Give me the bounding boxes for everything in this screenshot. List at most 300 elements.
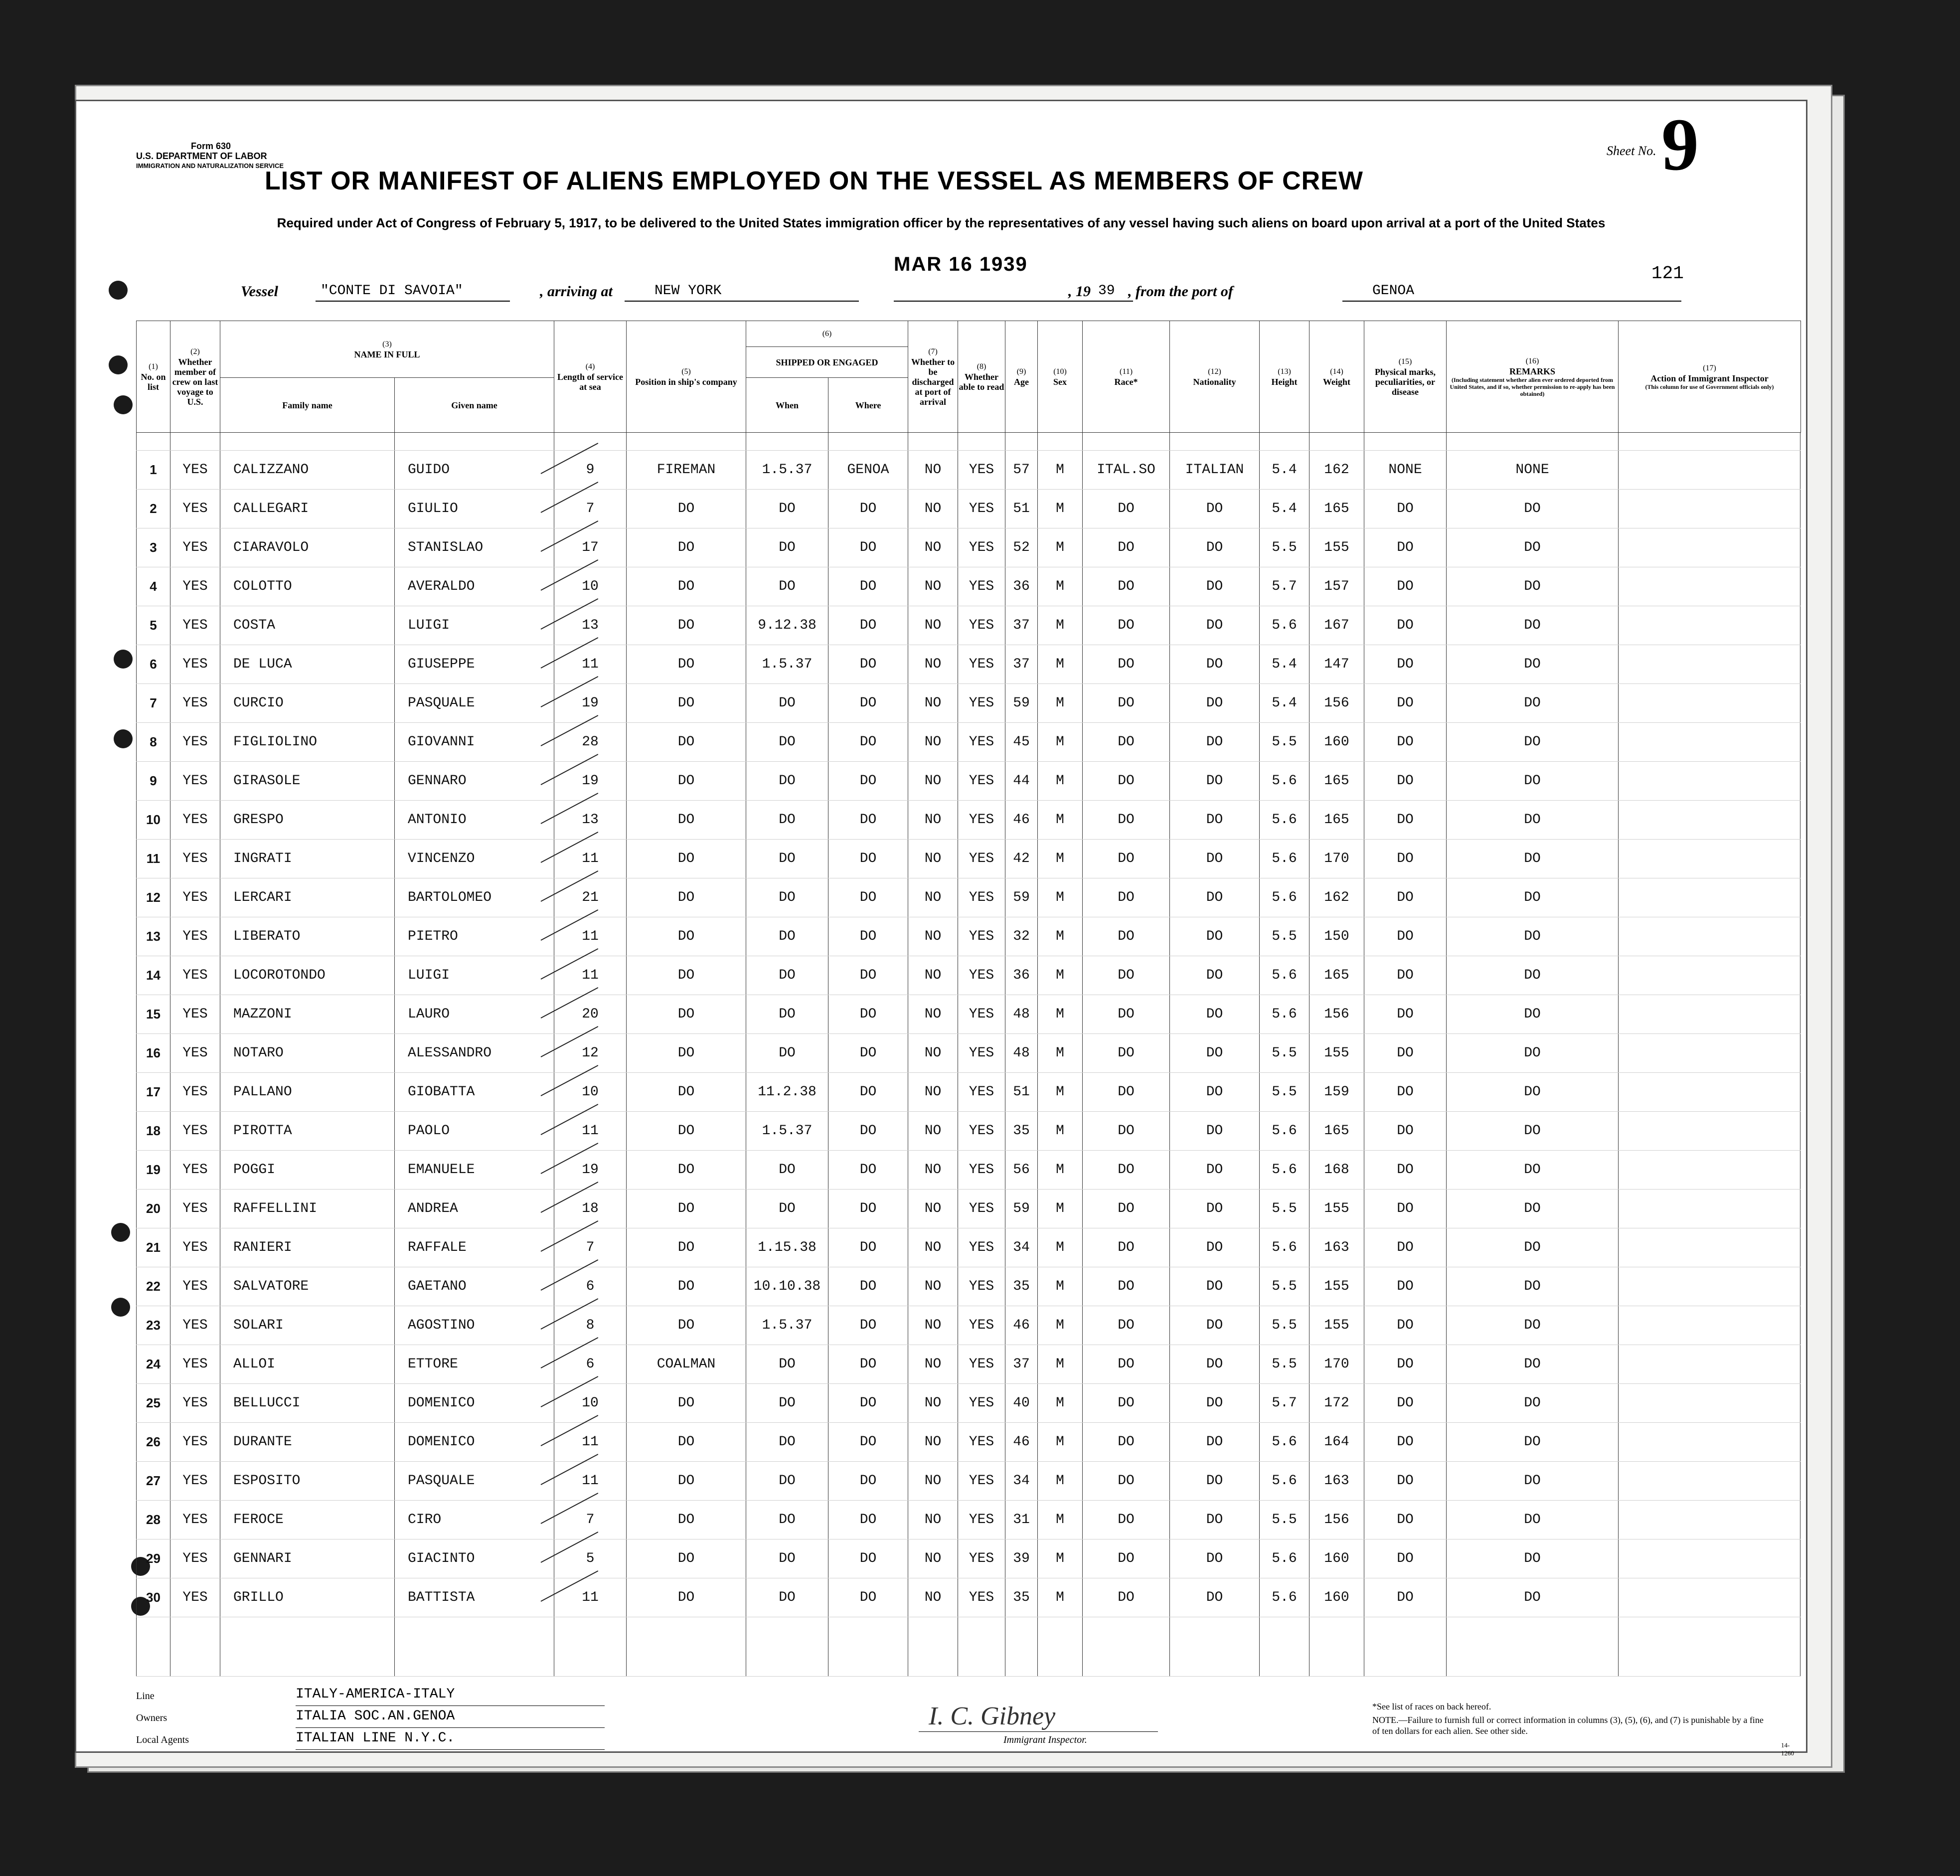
- shipped-where-cell: GENOA: [828, 451, 908, 490]
- remarks-cell: DO: [1447, 956, 1619, 995]
- physical-marks-cell: DO: [1364, 1539, 1447, 1578]
- given-name-cell: GIUSEPPE: [395, 645, 554, 684]
- arriving-label: , arriving at: [540, 283, 613, 300]
- nationality-cell: DO: [1170, 1306, 1260, 1345]
- weight-cell: 163: [1309, 1228, 1364, 1267]
- family-name-cell: GRESPO: [220, 801, 395, 840]
- weight-cell: 167: [1309, 606, 1364, 645]
- service-length-cell: 19: [554, 762, 627, 801]
- manifest-title: LIST OR MANIFEST OF ALIENS EMPLOYED ON THE VESSEL AS MEMBERS OF CREW: [265, 167, 1363, 195]
- inspector-label: Immigrant Inspector.: [1003, 1734, 1087, 1745]
- discharged-cell: NO: [908, 956, 958, 995]
- service-length-cell: 7: [554, 490, 627, 528]
- discharged-cell: NO: [908, 1151, 958, 1190]
- service-length-cell: 19: [554, 684, 627, 723]
- age-cell: 42: [1005, 840, 1038, 878]
- owners-value: ITALIA SOC.AN.GENOA: [296, 1708, 455, 1724]
- col-header-sex: (10) Sex: [1038, 321, 1083, 433]
- family-name-cell: CALIZZANO: [220, 451, 395, 490]
- height-cell: 5.6: [1260, 1539, 1309, 1578]
- race-cell: DO: [1083, 840, 1170, 878]
- remarks-cell: DO: [1447, 1073, 1619, 1112]
- remarks-cell: DO: [1447, 917, 1619, 956]
- sex-cell: M: [1038, 567, 1083, 606]
- position-cell: DO: [627, 528, 746, 567]
- owners-label: Owners: [136, 1712, 167, 1723]
- position-cell: DO: [627, 1306, 746, 1345]
- remarks-cell: DO: [1447, 606, 1619, 645]
- physical-marks-cell: DO: [1364, 684, 1447, 723]
- physical-marks-cell: DO: [1364, 1384, 1447, 1423]
- shipped-when-cell: DO: [746, 917, 828, 956]
- family-name-cell: BELLUCCI: [220, 1384, 395, 1423]
- service-length-cell: 10: [554, 1384, 627, 1423]
- service-length-cell: 12: [554, 1034, 627, 1073]
- row-number-cell: 22: [137, 1267, 170, 1306]
- remarks-cell: DO: [1447, 762, 1619, 801]
- discharged-cell: NO: [908, 1034, 958, 1073]
- weight-cell: 156: [1309, 995, 1364, 1034]
- given-name-cell: BARTOLOMEO: [395, 878, 554, 917]
- able-to-read-cell: YES: [958, 451, 1005, 490]
- given-name-cell: GAETANO: [395, 1267, 554, 1306]
- service-length-cell: 11: [554, 956, 627, 995]
- sex-cell: M: [1038, 1034, 1083, 1073]
- shipped-where-cell: DO: [828, 1034, 908, 1073]
- given-name-cell: GENNARO: [395, 762, 554, 801]
- row-number-cell: 7: [137, 684, 170, 723]
- shipped-where-cell: DO: [828, 723, 908, 762]
- position-cell: DO: [627, 490, 746, 528]
- race-cell: DO: [1083, 528, 1170, 567]
- remarks-cell: DO: [1447, 1345, 1619, 1384]
- weight-cell: 155: [1309, 1306, 1364, 1345]
- nationality-cell: DO: [1170, 956, 1260, 995]
- form-code: 14-1260: [1781, 1741, 1794, 1757]
- sex-cell: M: [1038, 1267, 1083, 1306]
- nationality-cell: DO: [1170, 1151, 1260, 1190]
- col-header-where: Where: [828, 378, 908, 433]
- able-to-read-cell: YES: [958, 762, 1005, 801]
- races-note: *See list of races on back hereof.: [1372, 1702, 1491, 1711]
- crew-table: [136, 321, 1801, 1677]
- table-row: [137, 1501, 1801, 1539]
- sex-cell: M: [1038, 917, 1083, 956]
- race-cell: DO: [1083, 1578, 1170, 1617]
- service-length-cell: 11: [554, 1112, 627, 1151]
- shipped-when-cell: 1.15.38: [746, 1228, 828, 1267]
- shipped-where-cell: DO: [828, 1151, 908, 1190]
- signature-line: [919, 1731, 1158, 1732]
- family-name-cell: CURCIO: [220, 684, 395, 723]
- height-cell: 5.6: [1260, 995, 1309, 1034]
- row-number-cell: 12: [137, 878, 170, 917]
- nationality-cell: DO: [1170, 1578, 1260, 1617]
- inspector-action-cell: [1619, 684, 1800, 723]
- crew-last-voyage-cell: YES: [170, 1267, 220, 1306]
- crew-last-voyage-cell: YES: [170, 840, 220, 878]
- family-name-cell: LOCOROTONDO: [220, 956, 395, 995]
- race-cell: DO: [1083, 645, 1170, 684]
- position-cell: DO: [627, 567, 746, 606]
- nationality-cell: DO: [1170, 1423, 1260, 1462]
- able-to-read-cell: YES: [958, 1501, 1005, 1539]
- family-name-cell: INGRATI: [220, 840, 395, 878]
- punch-hole: [109, 281, 128, 300]
- weight-cell: 165: [1309, 1112, 1364, 1151]
- weight-cell: 155: [1309, 1034, 1364, 1073]
- row-number-cell: 1: [137, 451, 170, 490]
- crew-last-voyage-cell: YES: [170, 1151, 220, 1190]
- family-name-cell: POGGI: [220, 1151, 395, 1190]
- race-cell: ITAL.SO: [1083, 451, 1170, 490]
- able-to-read-cell: YES: [958, 1345, 1005, 1384]
- weight-cell: 170: [1309, 1345, 1364, 1384]
- discharged-cell: NO: [908, 645, 958, 684]
- crew-last-voyage-cell: YES: [170, 1345, 220, 1384]
- shipped-when-cell: 10.10.38: [746, 1267, 828, 1306]
- family-name-cell: ESPOSITO: [220, 1462, 395, 1501]
- remarks-cell: DO: [1447, 1384, 1619, 1423]
- able-to-read-cell: YES: [958, 1034, 1005, 1073]
- inspector-action-cell: [1619, 762, 1800, 801]
- physical-marks-cell: DO: [1364, 762, 1447, 801]
- physical-marks-cell: DO: [1364, 567, 1447, 606]
- row-number-cell: 23: [137, 1306, 170, 1345]
- family-name-cell: MAZZONI: [220, 995, 395, 1034]
- table-row: [137, 1345, 1801, 1384]
- row-number-cell: 4: [137, 567, 170, 606]
- age-cell: 59: [1005, 1190, 1038, 1228]
- inspector-action-cell: [1619, 645, 1800, 684]
- nationality-cell: DO: [1170, 995, 1260, 1034]
- given-name-cell: RAFFALE: [395, 1228, 554, 1267]
- height-cell: 5.4: [1260, 645, 1309, 684]
- given-name-cell: PAOLO: [395, 1112, 554, 1151]
- inspector-action-cell: [1619, 840, 1800, 878]
- crew-last-voyage-cell: YES: [170, 1073, 220, 1112]
- row-number-cell: 17: [137, 1073, 170, 1112]
- nationality-cell: DO: [1170, 723, 1260, 762]
- table-row: [137, 801, 1801, 840]
- col-header-discharged: (7) Whether to be discharged at port of arrival: [908, 321, 958, 433]
- position-cell: DO: [627, 723, 746, 762]
- weight-cell: 156: [1309, 1501, 1364, 1539]
- table-row: [137, 1151, 1801, 1190]
- discharged-cell: NO: [908, 1306, 958, 1345]
- able-to-read-cell: YES: [958, 878, 1005, 917]
- row-number-cell: 8: [137, 723, 170, 762]
- table-row: [137, 1267, 1801, 1306]
- vessel-underline: [316, 301, 510, 302]
- row-number-cell: 19: [137, 1151, 170, 1190]
- crew-last-voyage-cell: YES: [170, 645, 220, 684]
- position-cell: DO: [627, 1501, 746, 1539]
- crew-last-voyage-cell: YES: [170, 1306, 220, 1345]
- line-label: Line: [136, 1691, 155, 1702]
- race-cell: DO: [1083, 1501, 1170, 1539]
- shipped-where-cell: DO: [828, 567, 908, 606]
- family-name-cell: CALLEGARI: [220, 490, 395, 528]
- weight-cell: 163: [1309, 1462, 1364, 1501]
- inspector-action-cell: [1619, 723, 1800, 762]
- age-cell: 48: [1005, 995, 1038, 1034]
- table-row: [137, 567, 1801, 606]
- manifest-subtitle: Required under Act of Congress of February 5, 1917, to be delivered to the United States immigration officer by the representatives of any vessel having such aliens on board upon arrival at a port of the United States: [277, 215, 1606, 230]
- sex-cell: M: [1038, 1073, 1083, 1112]
- crew-last-voyage-cell: YES: [170, 956, 220, 995]
- col-header-when: When: [746, 378, 828, 433]
- shipped-where-cell: DO: [828, 1190, 908, 1228]
- height-cell: 5.6: [1260, 1578, 1309, 1617]
- age-cell: 37: [1005, 606, 1038, 645]
- given-name-cell: ALESSANDRO: [395, 1034, 554, 1073]
- race-cell: DO: [1083, 1112, 1170, 1151]
- service-length-cell: 8: [554, 1306, 627, 1345]
- discharged-cell: NO: [908, 878, 958, 917]
- age-cell: 59: [1005, 878, 1038, 917]
- row-number-cell: 13: [137, 917, 170, 956]
- sex-cell: M: [1038, 801, 1083, 840]
- line-underline: [296, 1705, 605, 1706]
- col-header-remarks: (16) REMARKS (Including statement whether alien ever ordered deported from United States, and if so, whether permission to re-apply has been obtained): [1447, 321, 1619, 433]
- punch-hole: [111, 1298, 130, 1317]
- height-cell: 5.6: [1260, 878, 1309, 917]
- physical-marks-cell: DO: [1364, 917, 1447, 956]
- race-cell: DO: [1083, 956, 1170, 995]
- physical-marks-cell: DO: [1364, 1073, 1447, 1112]
- age-cell: 34: [1005, 1462, 1038, 1501]
- remarks-cell: DO: [1447, 567, 1619, 606]
- sex-cell: M: [1038, 528, 1083, 567]
- given-name-cell: AVERALDO: [395, 567, 554, 606]
- family-name-cell: SALVATORE: [220, 1267, 395, 1306]
- nationality-cell: DO: [1170, 1501, 1260, 1539]
- row-number-cell: 21: [137, 1228, 170, 1267]
- physical-marks-cell: DO: [1364, 1462, 1447, 1501]
- race-cell: DO: [1083, 917, 1170, 956]
- height-cell: 5.6: [1260, 801, 1309, 840]
- height-cell: 5.6: [1260, 606, 1309, 645]
- sex-cell: M: [1038, 723, 1083, 762]
- nationality-cell: DO: [1170, 606, 1260, 645]
- discharged-cell: NO: [908, 1112, 958, 1151]
- table-row: [137, 1112, 1801, 1151]
- sex-cell: M: [1038, 1501, 1083, 1539]
- able-to-read-cell: YES: [958, 1423, 1005, 1462]
- table-row: [137, 490, 1801, 528]
- inspector-action-cell: [1619, 1578, 1800, 1617]
- able-to-read-cell: YES: [958, 1539, 1005, 1578]
- inspector-action-cell: [1619, 1073, 1800, 1112]
- race-cell: DO: [1083, 801, 1170, 840]
- col-header-service-length: (4) Length of service at sea: [554, 321, 627, 433]
- inspector-action-cell: [1619, 878, 1800, 917]
- inspector-action-cell: [1619, 1228, 1800, 1267]
- race-cell: DO: [1083, 1423, 1170, 1462]
- shipped-when-cell: DO: [746, 723, 828, 762]
- family-name-cell: NOTARO: [220, 1034, 395, 1073]
- discharged-cell: NO: [908, 1073, 958, 1112]
- col-header-shipped-num: (6): [746, 321, 908, 347]
- discharged-cell: NO: [908, 801, 958, 840]
- table-row: [137, 956, 1801, 995]
- discharged-cell: NO: [908, 1539, 958, 1578]
- shipped-when-cell: DO: [746, 1578, 828, 1617]
- remarks-cell: DO: [1447, 878, 1619, 917]
- weight-cell: 165: [1309, 801, 1364, 840]
- weight-cell: 155: [1309, 1267, 1364, 1306]
- inspector-action-cell: [1619, 1267, 1800, 1306]
- crew-last-voyage-cell: YES: [170, 1384, 220, 1423]
- remarks-cell: DO: [1447, 840, 1619, 878]
- able-to-read-cell: YES: [958, 801, 1005, 840]
- position-cell: DO: [627, 1384, 746, 1423]
- discharged-cell: NO: [908, 451, 958, 490]
- shipped-where-cell: DO: [828, 917, 908, 956]
- family-name-cell: GIRASOLE: [220, 762, 395, 801]
- height-cell: 5.5: [1260, 1345, 1309, 1384]
- physical-marks-cell: DO: [1364, 1112, 1447, 1151]
- physical-marks-cell: DO: [1364, 1228, 1447, 1267]
- weight-cell: 165: [1309, 490, 1364, 528]
- nationality-cell: DO: [1170, 1073, 1260, 1112]
- service-length-cell: 11: [554, 1462, 627, 1501]
- given-name-cell: DOMENICO: [395, 1423, 554, 1462]
- sex-cell: M: [1038, 1345, 1083, 1384]
- discharged-cell: NO: [908, 1501, 958, 1539]
- physical-marks-cell: DO: [1364, 878, 1447, 917]
- discharged-cell: NO: [908, 723, 958, 762]
- service-length-cell: 11: [554, 917, 627, 956]
- shipped-when-cell: DO: [746, 1034, 828, 1073]
- height-cell: 5.6: [1260, 1228, 1309, 1267]
- age-cell: 36: [1005, 567, 1038, 606]
- age-cell: 37: [1005, 1345, 1038, 1384]
- position-cell: DO: [627, 1539, 746, 1578]
- inspector-action-cell: [1619, 1306, 1800, 1345]
- nationality-cell: DO: [1170, 840, 1260, 878]
- given-name-cell: CIRO: [395, 1501, 554, 1539]
- given-name-cell: DOMENICO: [395, 1384, 554, 1423]
- discharged-cell: NO: [908, 1190, 958, 1228]
- physical-marks-cell: DO: [1364, 840, 1447, 878]
- punch-hole: [109, 355, 128, 374]
- height-cell: 5.5: [1260, 528, 1309, 567]
- year-label: , 19: [1068, 283, 1091, 300]
- physical-marks-cell: DO: [1364, 1423, 1447, 1462]
- port-underline: [625, 301, 859, 302]
- table-row: [137, 1190, 1801, 1228]
- given-name-cell: GIACINTO: [395, 1539, 554, 1578]
- shipped-where-cell: DO: [828, 1267, 908, 1306]
- physical-marks-cell: DO: [1364, 1034, 1447, 1073]
- discharged-cell: NO: [908, 1578, 958, 1617]
- able-to-read-cell: YES: [958, 606, 1005, 645]
- height-cell: 5.7: [1260, 1384, 1309, 1423]
- service-length-cell: 13: [554, 606, 627, 645]
- family-name-cell: RAFFELLINI: [220, 1190, 395, 1228]
- crew-last-voyage-cell: YES: [170, 1034, 220, 1073]
- family-name-cell: DE LUCA: [220, 645, 395, 684]
- able-to-read-cell: YES: [958, 1228, 1005, 1267]
- remarks-cell: DO: [1447, 1112, 1619, 1151]
- race-cell: DO: [1083, 1462, 1170, 1501]
- table-row: [137, 451, 1801, 490]
- position-cell: DO: [627, 1073, 746, 1112]
- row-number-cell: 28: [137, 1501, 170, 1539]
- family-name-cell: SOLARI: [220, 1306, 395, 1345]
- age-cell: 37: [1005, 645, 1038, 684]
- position-cell: DO: [627, 1112, 746, 1151]
- weight-cell: 162: [1309, 451, 1364, 490]
- sex-cell: M: [1038, 1384, 1083, 1423]
- discharged-cell: NO: [908, 490, 958, 528]
- owners-underline: [296, 1727, 605, 1728]
- position-cell: DO: [627, 1267, 746, 1306]
- row-number-cell: 11: [137, 840, 170, 878]
- table-row: [137, 1539, 1801, 1578]
- shipped-where-cell: DO: [828, 1228, 908, 1267]
- age-cell: 40: [1005, 1384, 1038, 1423]
- weight-cell: 160: [1309, 1539, 1364, 1578]
- remarks-cell: DO: [1447, 645, 1619, 684]
- height-cell: 5.5: [1260, 1267, 1309, 1306]
- weight-cell: 155: [1309, 1190, 1364, 1228]
- physical-marks-cell: DO: [1364, 801, 1447, 840]
- weight-cell: 155: [1309, 528, 1364, 567]
- vessel-line: [241, 283, 1537, 305]
- date-underline: [894, 301, 1133, 302]
- family-name-cell: PIROTTA: [220, 1112, 395, 1151]
- remarks-cell: DO: [1447, 528, 1619, 567]
- crew-last-voyage-cell: YES: [170, 801, 220, 840]
- given-name-cell: LUIGI: [395, 606, 554, 645]
- shipped-where-cell: DO: [828, 645, 908, 684]
- remarks-cell: DO: [1447, 1151, 1619, 1190]
- row-number-cell: 5: [137, 606, 170, 645]
- date-stamp: MAR 16 1939: [894, 253, 1028, 275]
- nationality-cell: DO: [1170, 1539, 1260, 1578]
- service-length-cell: 9: [554, 451, 627, 490]
- remarks-cell: DO: [1447, 801, 1619, 840]
- remarks-cell: DO: [1447, 1190, 1619, 1228]
- given-name-cell: BATTISTA: [395, 1578, 554, 1617]
- agents-row: [136, 1730, 455, 1746]
- remarks-cell: DO: [1447, 1462, 1619, 1501]
- shipped-where-cell: DO: [828, 684, 908, 723]
- age-cell: 44: [1005, 762, 1038, 801]
- age-cell: 45: [1005, 723, 1038, 762]
- shipped-where-cell: DO: [828, 528, 908, 567]
- race-cell: DO: [1083, 878, 1170, 917]
- shipped-when-cell: 1.5.37: [746, 1112, 828, 1151]
- given-name-cell: PASQUALE: [395, 684, 554, 723]
- height-cell: 5.6: [1260, 1112, 1309, 1151]
- shipped-where-cell: DO: [828, 878, 908, 917]
- inspector-action-cell: [1619, 451, 1800, 490]
- able-to-read-cell: YES: [958, 1112, 1005, 1151]
- given-name-cell: LAURO: [395, 995, 554, 1034]
- shipped-when-cell: DO: [746, 1384, 828, 1423]
- age-cell: 57: [1005, 451, 1038, 490]
- punch-hole: [114, 395, 133, 414]
- shipped-where-cell: DO: [828, 1578, 908, 1617]
- height-cell: 5.6: [1260, 1151, 1309, 1190]
- remarks-cell: DO: [1447, 490, 1619, 528]
- crew-last-voyage-cell: YES: [170, 1578, 220, 1617]
- position-cell: DO: [627, 878, 746, 917]
